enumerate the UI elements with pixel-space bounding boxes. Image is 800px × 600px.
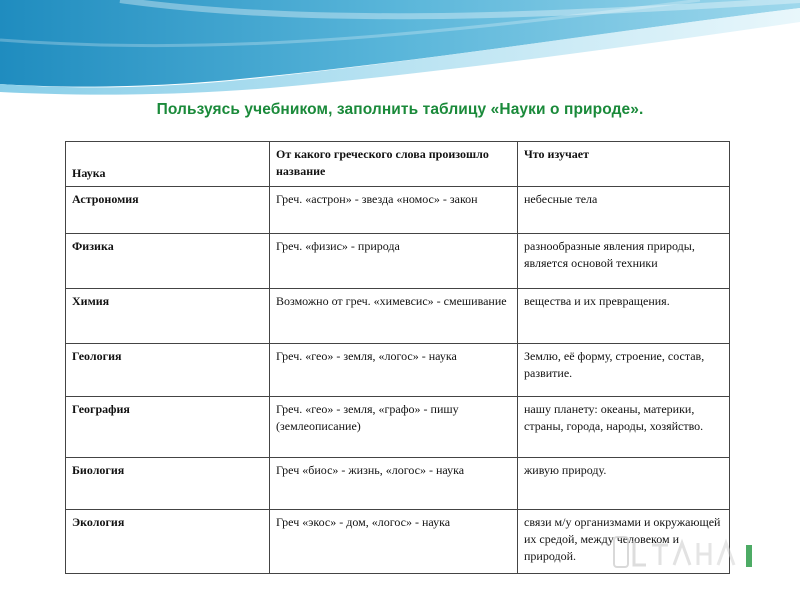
cell-studies: нашу планету: океаны, материки, страны, города, народы, хозяйство. — [518, 397, 730, 458]
cell-science: Геология — [66, 344, 270, 397]
cell-origin: Возможно от греч. «химевсис» - смешивание — [270, 289, 518, 344]
sciences-table — [65, 141, 730, 574]
cell-science: Физика — [66, 234, 270, 289]
cell-origin: Греч. «физис» - природа — [270, 234, 518, 289]
table-row — [66, 289, 730, 344]
cell-studies: живую природу. — [518, 458, 730, 510]
table-row — [66, 510, 730, 574]
cell-science: Биология — [66, 458, 270, 510]
header-studies: Что изучает — [518, 142, 730, 187]
cell-studies: Землю, её форму, строение, состав, развитие. — [518, 344, 730, 397]
cell-origin: Греч. «гео» - земля, «графо» - пишу (землеописание) — [270, 397, 518, 458]
cell-studies: разнообразные явления природы, является основой техники — [518, 234, 730, 289]
cell-studies: связи м/у организмами и окружающей их средой, между человеком и природой. — [518, 510, 730, 574]
cell-studies: небесные тела — [518, 187, 730, 234]
cell-science: Химия — [66, 289, 270, 344]
header-origin: От какого греческого слова произошло название — [270, 142, 518, 187]
table-row — [66, 187, 730, 234]
cell-science: География — [66, 397, 270, 458]
cell-origin: Греч. «астрон» - звезда «номос» - закон — [270, 187, 518, 234]
decorative-header-band — [0, 0, 800, 95]
table-header-row — [66, 142, 730, 187]
table-row — [66, 344, 730, 397]
page-title: Пользуясь учебником, заполнить таблицу «Науки о природе». — [156, 101, 644, 118]
cell-origin: Греч «экос» - дом, «логос» - наука — [270, 510, 518, 574]
cell-science: Астрономия — [66, 187, 270, 234]
cell-origin: Греч. «гео» - земля, «логос» - наука — [270, 344, 518, 397]
cell-origin: Греч «биос» - жизнь, «логос» - наука — [270, 458, 518, 510]
table-row — [66, 397, 730, 458]
header-science: Наука — [66, 142, 270, 187]
cell-science: Экология — [66, 510, 270, 574]
table-row — [66, 458, 730, 510]
table-row — [66, 234, 730, 289]
cell-studies: вещества и их превращения. — [518, 289, 730, 344]
